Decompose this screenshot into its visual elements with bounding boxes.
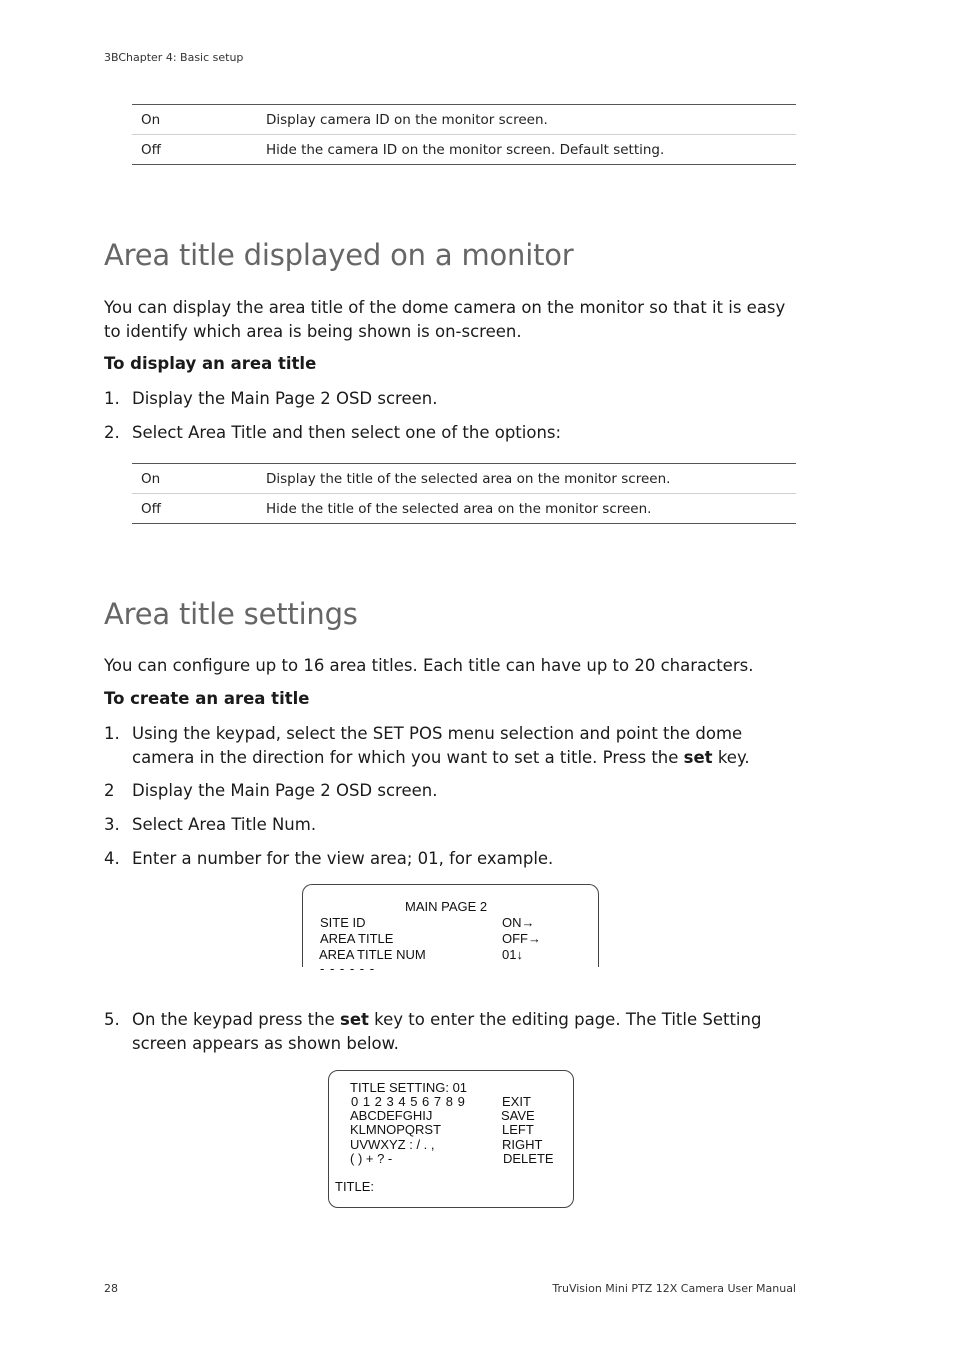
table-row xyxy=(132,135,796,165)
section-title-area-title-settings: Area title settings xyxy=(104,597,358,631)
step-text xyxy=(132,722,802,770)
option-name: Off xyxy=(132,135,257,165)
osd-char-row: ABCDEFGHIJ xyxy=(350,1108,433,1123)
key-name: set xyxy=(683,748,713,767)
osd-action: SAVE xyxy=(501,1108,535,1123)
step-text: Select Area Title Num. xyxy=(132,815,317,834)
key-name: set xyxy=(340,1010,369,1029)
step-text: Display the Main Page 2 OSD screen. xyxy=(132,781,438,800)
list-item xyxy=(104,722,804,770)
osd-label: AREA TITLE xyxy=(320,931,394,946)
procedure-heading: To display an area title xyxy=(104,354,317,373)
osd-title: TITLE SETTING: 01 xyxy=(350,1080,468,1095)
step-text-part: key. xyxy=(712,748,750,767)
option-description: Display the title of the selected area on the monitor screen. xyxy=(257,464,796,494)
option-description: Hide the camera ID on the monitor screen. Default setting. xyxy=(257,135,796,165)
osd-action: DELETE xyxy=(503,1151,554,1166)
running-header: 3BChapter 4: Basic setup xyxy=(104,51,244,64)
section-title-area-title-displayed: Area title displayed on a monitor xyxy=(104,238,574,272)
table-row xyxy=(132,464,796,494)
step-text: Enter a number for the view area; 01, for example. xyxy=(132,849,554,868)
table-row xyxy=(132,105,796,135)
osd-title-setting-screen xyxy=(328,1070,574,1208)
step-text-part: On the keypad press the xyxy=(132,1010,341,1029)
step-text xyxy=(132,1008,802,1056)
camera-id-options-table xyxy=(132,104,796,165)
option-description: Display camera ID on the monitor screen. xyxy=(257,105,796,135)
osd-title: MAIN PAGE 2 xyxy=(405,899,488,914)
osd-action: EXIT xyxy=(502,1094,531,1109)
step-number: 3. xyxy=(104,815,120,834)
area-title-options-table xyxy=(132,463,796,524)
procedure-heading: To create an area title xyxy=(104,689,310,708)
step-text: Display the Main Page 2 OSD screen. xyxy=(132,389,438,408)
osd-value: 01↓ xyxy=(502,947,523,962)
section-intro: You can display the area title of the dome camera on the monitor so that it is easy to identify which area is being shown is on-screen. xyxy=(104,298,786,341)
osd-char-row: ( ) + ? - xyxy=(350,1151,393,1166)
page-number: 28 xyxy=(104,1282,118,1295)
osd-char-row: UVWXYZ : / . , xyxy=(350,1137,435,1152)
step-text: Select Area Title and then select one of the options: xyxy=(132,423,562,442)
option-description: Hide the title of the selected area on the monitor screen. xyxy=(257,494,796,524)
osd-value: ON→ xyxy=(502,915,535,930)
list-item xyxy=(104,1008,804,1056)
step-number: 2. xyxy=(104,423,120,442)
step-number: 1. xyxy=(104,389,120,408)
osd-action: RIGHT xyxy=(502,1137,543,1152)
osd-label: AREA TITLE NUM xyxy=(319,947,426,962)
osd-action: LEFT xyxy=(502,1122,534,1137)
table-row xyxy=(132,494,796,524)
step-number: 5. xyxy=(104,1010,120,1029)
step-number: 1. xyxy=(104,724,120,743)
osd-cut-off-row: - - - - - - xyxy=(320,961,376,976)
osd-value: OFF→ xyxy=(502,931,541,946)
step-number: 2 xyxy=(104,781,115,800)
osd-label: SITE ID xyxy=(320,915,366,930)
osd-main-page-screen xyxy=(302,884,599,976)
manual-title: TruVision Mini PTZ 12X Camera User Manual xyxy=(552,1282,796,1295)
option-name: On xyxy=(132,464,257,494)
option-name: On xyxy=(132,105,257,135)
osd-title-label: TITLE: xyxy=(335,1179,375,1194)
section-intro: You can configure up to 16 area titles. Each title can have up to 20 characters. xyxy=(104,656,754,675)
step-text-part: Using the keypad, select the SET POS menu selection and point the dome camera in the direction for which you want to set a title. Press the xyxy=(132,724,743,767)
osd-char-row: KLMNOPQRST xyxy=(350,1122,442,1137)
step-text-part: key to enter the editing page. The Title Setting screen appears as shown below. xyxy=(132,1010,762,1053)
option-name: Off xyxy=(132,494,257,524)
step-number: 4. xyxy=(104,849,120,868)
osd-char-row: 0 1 2 3 4 5 6 7 8 9 xyxy=(351,1094,466,1109)
